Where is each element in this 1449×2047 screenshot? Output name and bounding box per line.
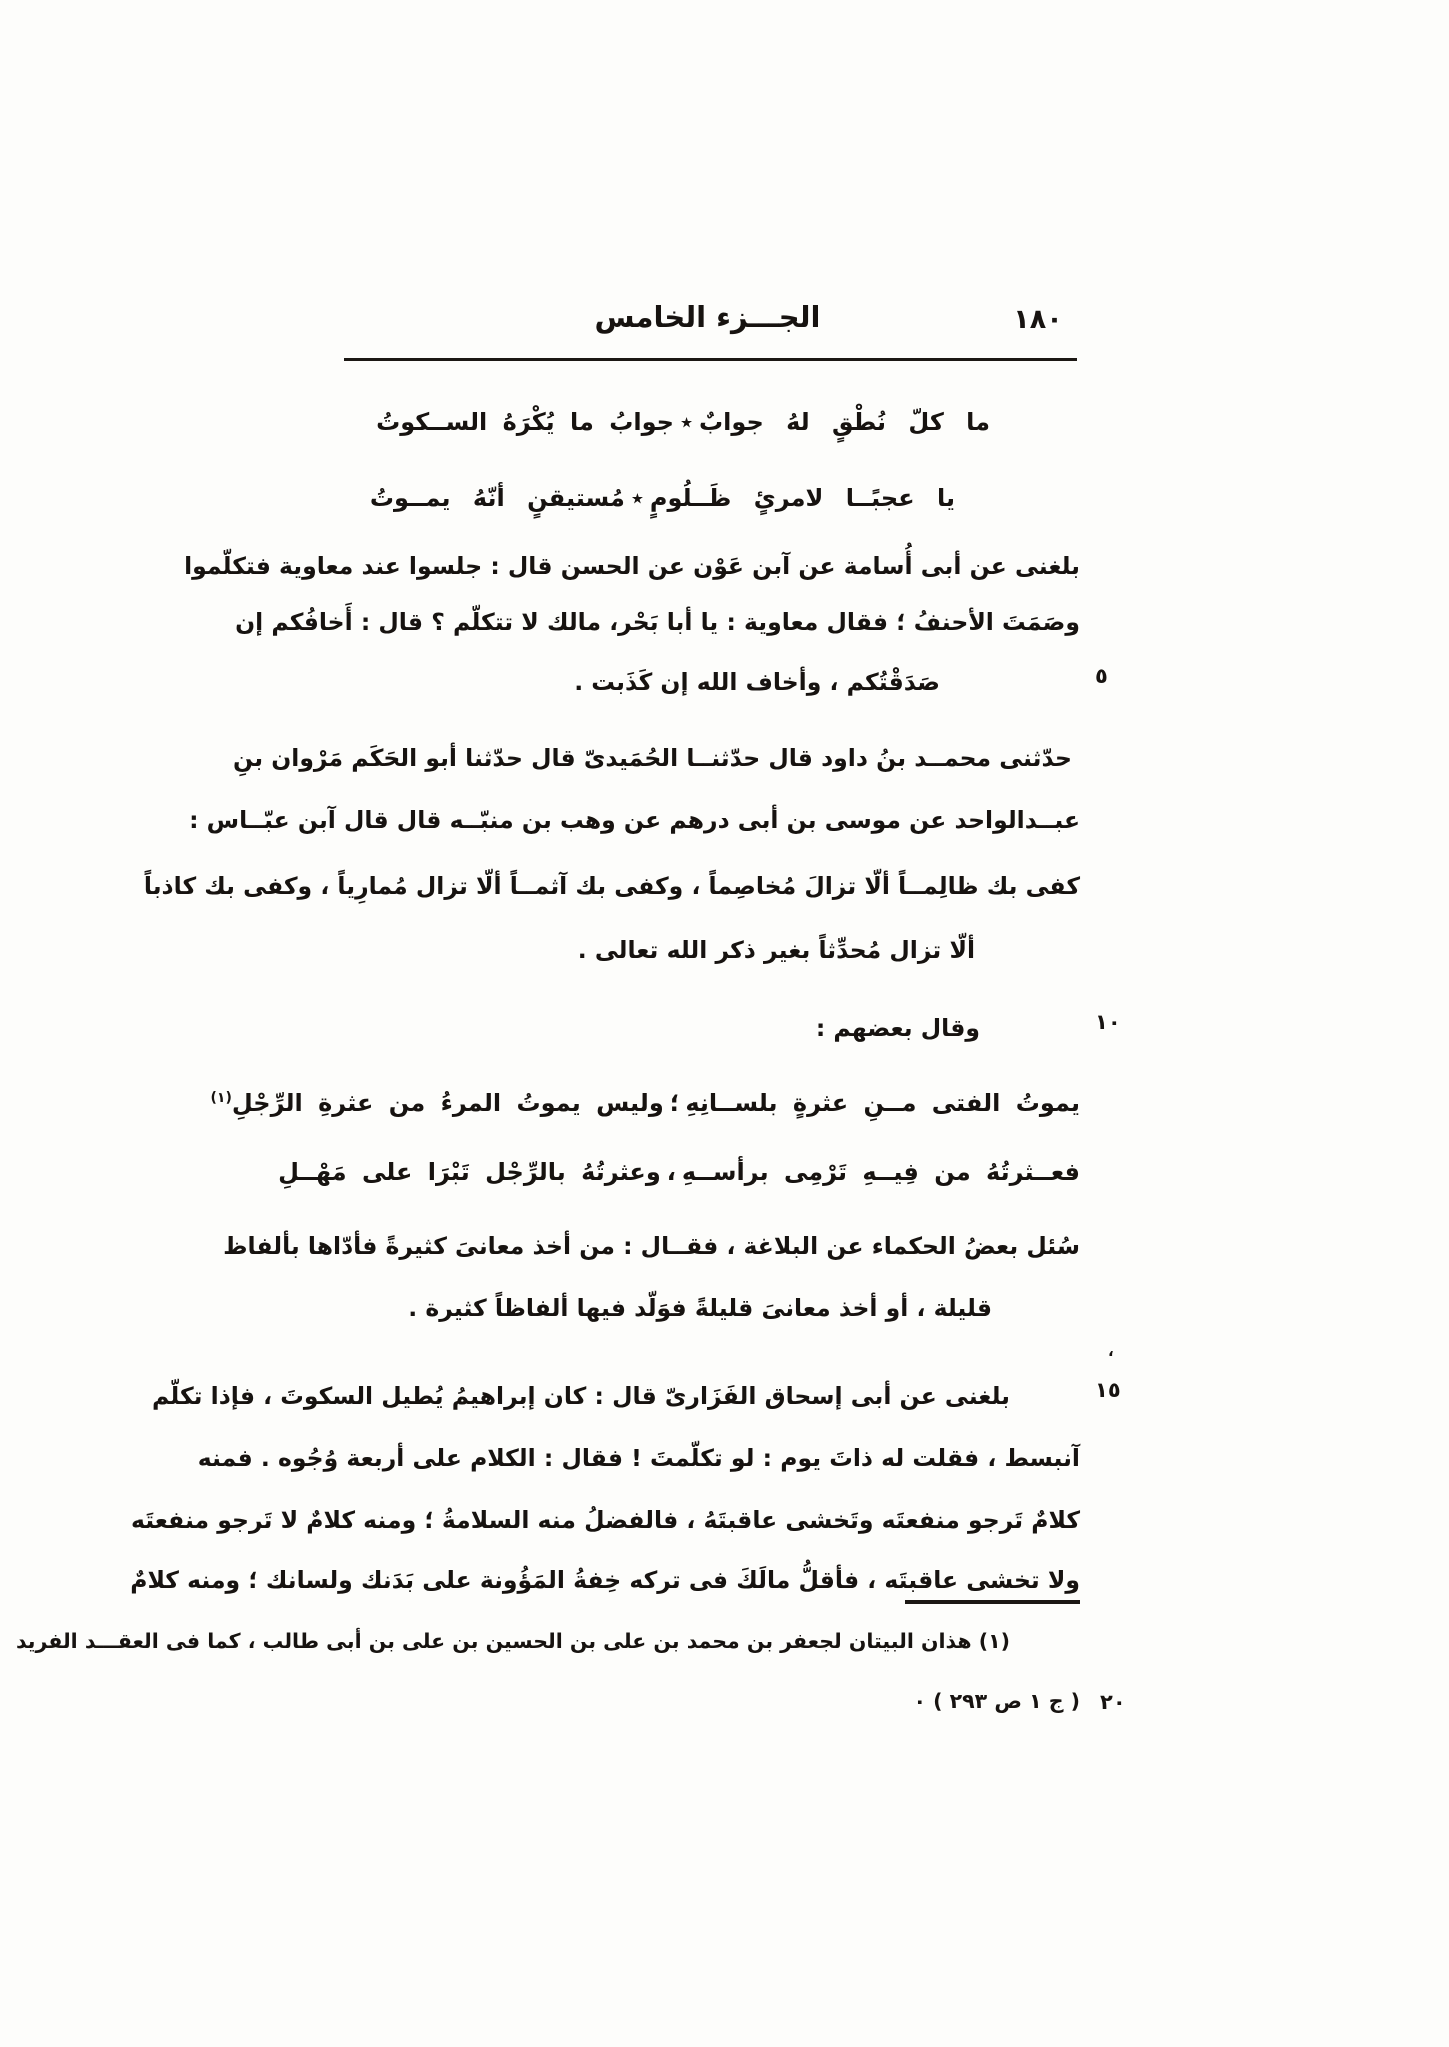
hemistich-separator: ، [666, 1158, 676, 1186]
page-title: الجـــزء الخامس [594, 300, 821, 334]
text-line: آنبسط ، فقلت له ذاتَ يوم : لو تكلّمتَ ! فقال : الكلام على أربعة وُجُوه . فمنه [197, 1444, 1080, 1472]
margin-line-number-10: ١٠ [1095, 1010, 1121, 1034]
hemistich-right: يموتُ الفتى مــنِ عثرةٍ بلســانِهِ [685, 1089, 1080, 1117]
hemistich-right: يا عجبًــا لامرئٍ ظَــلُومٍ [649, 484, 955, 512]
text-line: عبــدالواحد عن موسى بن أبى درهم عن وهب بن منبّــه قال قال آبن عبّــاس : [189, 806, 1080, 834]
text-line: بلغنى عن أبى إسحاق الفَزَارىّ قال : كان إبراهيمُ يُطيل السكوتَ ، فإذا تكلّم [151, 1382, 1010, 1410]
text-line: وقال بعضهم : [815, 1014, 980, 1042]
text-line: ألّا تزال مُحدِّثاً بغير ذكر الله تعالى . [577, 936, 975, 964]
text-line: وصَمَتَ الأحنفُ ؛ فقال معاوية : يا أبا بَحْر، مالك لا تتكلّم ؟ قال : أَخافُكم إن [235, 608, 1080, 636]
text-line: سُئل بعضُ الحكماء عن البلاغة ، فقــال : من أخذ معانىَ كثيرةً فأدّاها بألفاظ [223, 1232, 1080, 1260]
hemistich-separator: ٭ [630, 484, 644, 512]
stray-ink-mark: ، [1108, 1342, 1114, 1360]
footnote-line: (١) هذان البيتان لجعفر بن محمد بن على بن الحسين بن على بن أبى طالب ، كما فى العقـــد الفريد [15, 1629, 1010, 1653]
text-line: ولا تخشى عاقبتَه ، فأقلُّ مالَكَ فى تركه خِفةُ المَؤُونة على بَدَنك ولسانك ؛ ومنه كلامٌ [130, 1566, 1080, 1594]
footnote-line: ( ج ١ ص ٢٩٣ ) ٠ [913, 1689, 1080, 1713]
poem-a-line-1 [376, 402, 990, 442]
hemistich-left [211, 1078, 664, 1123]
hemistich-separator: ٭ [679, 408, 694, 436]
poem-b-line-2 [278, 1152, 1080, 1192]
hemistich-left-text: وليس يموتُ المرءُ من عثرةِ الرِّجْلِ [231, 1089, 664, 1117]
poem-a-line-2 [369, 478, 955, 518]
footnote-reference-mark: (١) [210, 1090, 232, 1106]
text-line: كلامٌ تَرجو منفعتَه وتَخشى عاقبتَهُ ، فالفضلُ منه السلامةُ ؛ ومنه كلامٌ لا تَرجو منفعتَه [130, 1506, 1080, 1534]
hemistich-right: فعــثرتُهُ من فِيــهِ تَرْمِى برأســهِ [681, 1158, 1080, 1186]
text-line: بلغنى عن أبى أُسامة عن آبن عَوْن عن الحسن قال : جلسوا عند معاوية فتكلّموا [184, 552, 1080, 580]
hemistich-right: ما كلّ نُطْقٍ لهُ جوابٌ [699, 408, 990, 436]
text-line: حدّثنى محمــد بنُ داود قال حدّثنــا الحُمَيدىّ قال حدّثنا أبو الحَكَم مَرْوان بنِ [233, 744, 1072, 772]
hemistich-left: مُستيقنٍ أنّهُ يمــوتُ [369, 484, 625, 512]
margin-line-number-20: ٢٠ [1100, 1690, 1126, 1714]
poem-b-line-1 [210, 1078, 1080, 1123]
text-line: كفى بك ظالِمــاً ألّا تزالَ مُخاصِماً ، وكفى بك آثمــاً ألّا تزال مُمارِياً ، وكفى بك كاذباً [143, 872, 1080, 900]
hemistich-left: جوابُ ما يُكْرَهُ الســكوتُ [376, 408, 674, 436]
text-line: قليلة ، أو أخذ معانىَ قليلةً فوَلّد فيها ألفاظاً كثيرة . [408, 1294, 992, 1322]
footnote-separator-rule [905, 1600, 1080, 1604]
hemistich-separator: ؛ [669, 1089, 680, 1117]
text-line: صَدَقْتُكم ، وأخاف الله إن كَذَبت . [574, 668, 940, 696]
margin-line-number-15: ١٥ [1095, 1378, 1121, 1402]
hemistich-left: وعثرتُهُ بالرِّجْل تَبْرَا على مَهْــلِ [278, 1158, 661, 1186]
page-number: ١٨٠ [1013, 304, 1063, 335]
margin-line-number-5: ٥ [1095, 664, 1108, 688]
header-rule [344, 358, 1077, 361]
